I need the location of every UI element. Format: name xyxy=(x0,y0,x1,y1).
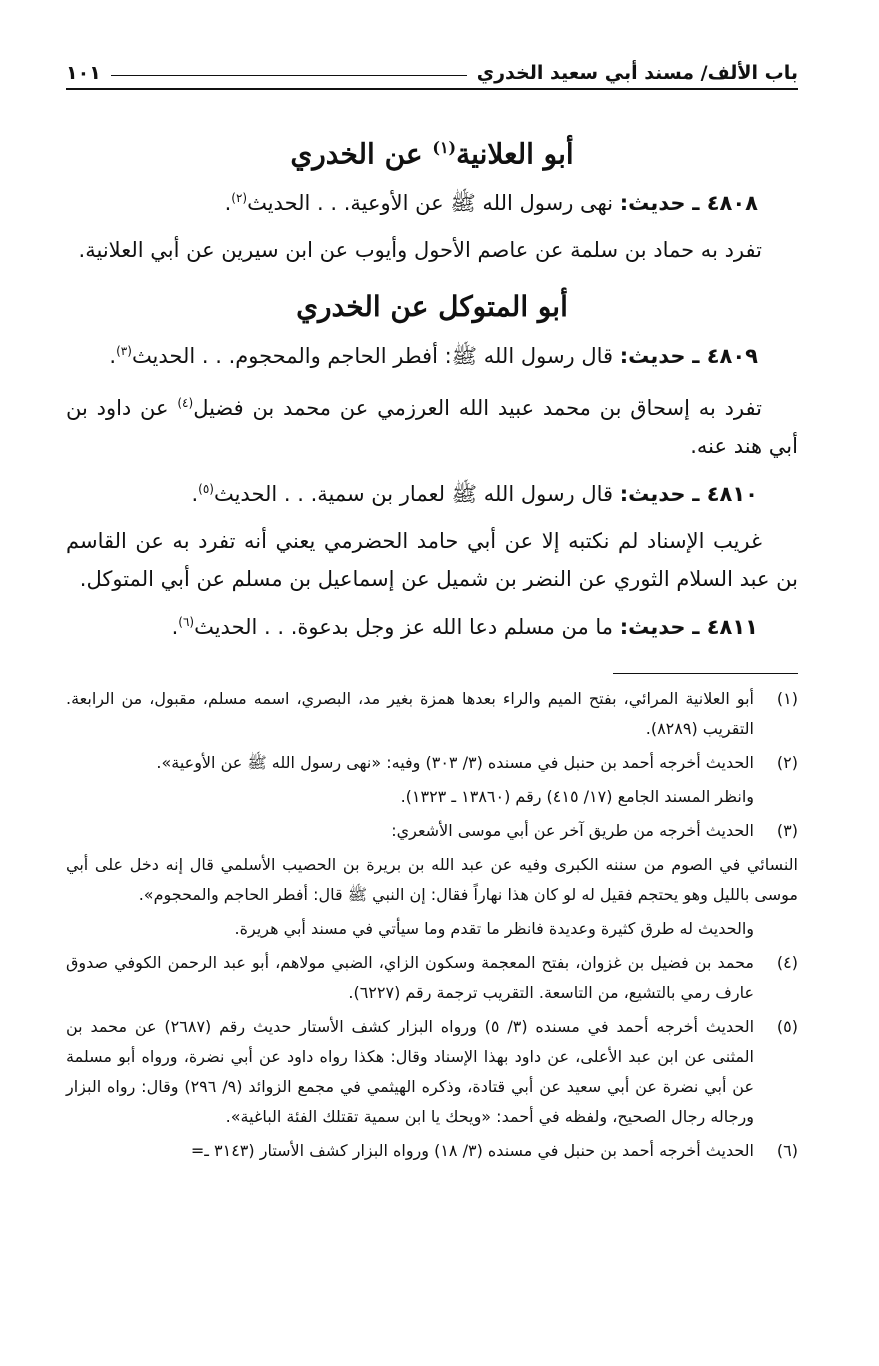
running-head-title: باب الألف/ مسند أبي سعيد الخدري xyxy=(476,62,798,84)
hadith-end: . xyxy=(191,482,199,507)
page-number: ١٠١ xyxy=(66,62,101,84)
footnote-text: أبو العلانية المرائي، بفتح الميم والراء بعدها همزة بغير مد، البصري، اسمه مسلم، مقبول، من الرابعة. التقريب (٨٢٨٩). xyxy=(66,689,754,739)
hadith-end: . xyxy=(171,615,179,640)
footnote-separator xyxy=(613,673,798,674)
hadith-number: ٤٨٠٩ ـ xyxy=(692,344,758,369)
hadith-4811 xyxy=(66,602,798,647)
footnote-number: (٦) xyxy=(776,1141,798,1161)
running-head-rule xyxy=(111,75,467,76)
section-heading-abu-almutawakkil: أبو المتوكل عن الخدري xyxy=(296,290,568,324)
section-heading-text-tail: عن الخدري xyxy=(290,137,423,171)
hadith-end: . xyxy=(224,191,232,216)
footnote-number: (٢) xyxy=(776,753,798,773)
hadith-label: حديث: xyxy=(619,615,686,640)
hadith-number: ٤٨١١ ـ xyxy=(692,615,758,640)
footnote-6 xyxy=(66,1136,798,1166)
hadith-text: ما من مسلم دعا الله عز وجل بدعوة. . . الحديث xyxy=(194,615,614,640)
book-page xyxy=(66,50,798,1170)
footnote-text: الحديث أخرجه أحمد في مسنده (٣/ ٥) ورواه البزار كشف الأستار حديث رقم (٢٦٨٧) عن محمد بن المثنى عن ابن عبد الأعلى، عن داود بهذا الإسناد وقال: هكذا رواه داود عن أبي نضرة، ورواه أبو مسلمة عن أبي نضرة عن أبي سعيد عن أبي قتادة، وذكره الهيثمي في مجمع الزوائد (٩/ ٢٩٦) وقال: رواه البزار ورجاله رجال الصحيح، ولفظه في أحمد: «ويحك يا ابن سمية تقتلك الفئة الباغية». xyxy=(66,1017,755,1127)
hadith-number: ٤٨١٠ ـ xyxy=(692,482,758,507)
commentary-paragraph: تفرد به حماد بن سلمة عن عاصم الأحول وأيوب عن ابن سيرين عن أبي العلانية. xyxy=(78,238,762,263)
running-head xyxy=(66,50,798,90)
hadith-label: حديث: xyxy=(619,344,686,369)
hadith-4808 xyxy=(66,178,798,223)
footnote-1 xyxy=(66,684,798,744)
footnote-ref: (١) xyxy=(432,138,457,157)
footnote-ref: (٦) xyxy=(178,615,195,630)
footnote-text: الحديث أخرجه أحمد بن حنبل في مسنده (٣/ ١٨) ورواه البزار كشف الأستار (٣١٤٣ ـ= xyxy=(190,1141,754,1161)
footnote-number: (١) xyxy=(776,689,798,709)
footnote-text: الحديث أخرجه أحمد بن حنبل في مسنده (٣/ ٣٠٣) وفيه: «نهى رسول الله ﷺ عن الأوعية». xyxy=(156,753,754,773)
section-heading-abu-alalaniya xyxy=(66,126,798,176)
footnote-number: (٤) xyxy=(776,953,798,973)
footnote-3 xyxy=(66,816,798,846)
hadith-text: قال رسول الله ﷺ: أفطر الحاجم والمحجوم. . . الحديث xyxy=(131,344,614,369)
footnote-2 xyxy=(66,748,798,778)
paragraph-text-tail: عن داود بن أبي هند عنه. xyxy=(66,396,798,459)
hadith-label: حديث: xyxy=(619,191,686,216)
hadith-end: . xyxy=(109,344,117,369)
footnote-text: محمد بن فضيل بن غزوان، بفتح المعجمة وسكون الزاي، الضبي مولاهم، أبو عبد الرحمن الكوفي صدوق عارف رمي بالتشيع، من التاسعة. التقريب ترجمة رقم (٦٢٢٧). xyxy=(66,953,754,1003)
footnote-text: الحديث أخرجه من طريق آخر عن أبي موسى الأشعري: xyxy=(391,821,754,841)
section-heading-text: أبو العلانية xyxy=(456,137,574,171)
footnote-ref: (٣) xyxy=(116,344,132,359)
footnote-ref: (٤) xyxy=(177,396,194,411)
hadith-4809 xyxy=(66,331,798,376)
footnote-ref: (٢) xyxy=(231,191,248,206)
footnote-5 xyxy=(66,1012,798,1132)
footnote-number: (٥) xyxy=(776,1017,798,1037)
footnote-3-continuation-2: والحديث له طرق كثيرة وعديدة فانظر ما تقدم وما سيأتي في مسند أبي هريرة. xyxy=(234,919,754,939)
footnote-number: (٣) xyxy=(776,821,798,841)
paragraph-text: تفرد به إسحاق بن محمد عبيد الله العرزمي عن محمد بن فضيل xyxy=(193,396,762,421)
hadith-4810 xyxy=(66,469,798,514)
footnote-ref: (٥) xyxy=(198,482,214,497)
footnote-2-continuation: وانظر المسند الجامع (١٧/ ٤١٥) رقم (١٣٨٦٠ ـ ١٣٢٣). xyxy=(400,787,754,807)
footnote-4 xyxy=(66,948,798,1008)
hadith-label: حديث: xyxy=(619,482,686,507)
footnote-separator-wrap xyxy=(66,647,798,684)
hadith-number: ٤٨٠٨ ـ xyxy=(692,191,758,216)
hadith-text: قال رسول الله ﷺ لعمار بن سمية. . . الحديث xyxy=(213,482,614,507)
footnote-3-continuation: النسائي في الصوم من سننه الكبرى وفيه عن عبد الله بن بريرة بن الحصيب الأسلمي قال إنه دخل على أبي موسى بالليل وهو يحتجم فقيل له لو كان هذا نهاراً فقال: إن النبي ﷺ قال: أفطر الحاجم والمحجوم». xyxy=(66,855,798,905)
commentary-paragraph: غريب الإسناد لم نكتبه إلا عن أبي حامد الحضرمي يعني أنه تفرد به عن القاسم بن عبد السلام الثوري عن النضر بن شميل عن إسماعيل بن مسلم عن أبي المتوكل. xyxy=(66,529,798,592)
hadith-text: نهى رسول الله ﷺ عن الأوعية. . . الحديث xyxy=(247,191,614,216)
commentary-paragraph xyxy=(66,384,798,465)
footnotes xyxy=(66,684,798,1166)
